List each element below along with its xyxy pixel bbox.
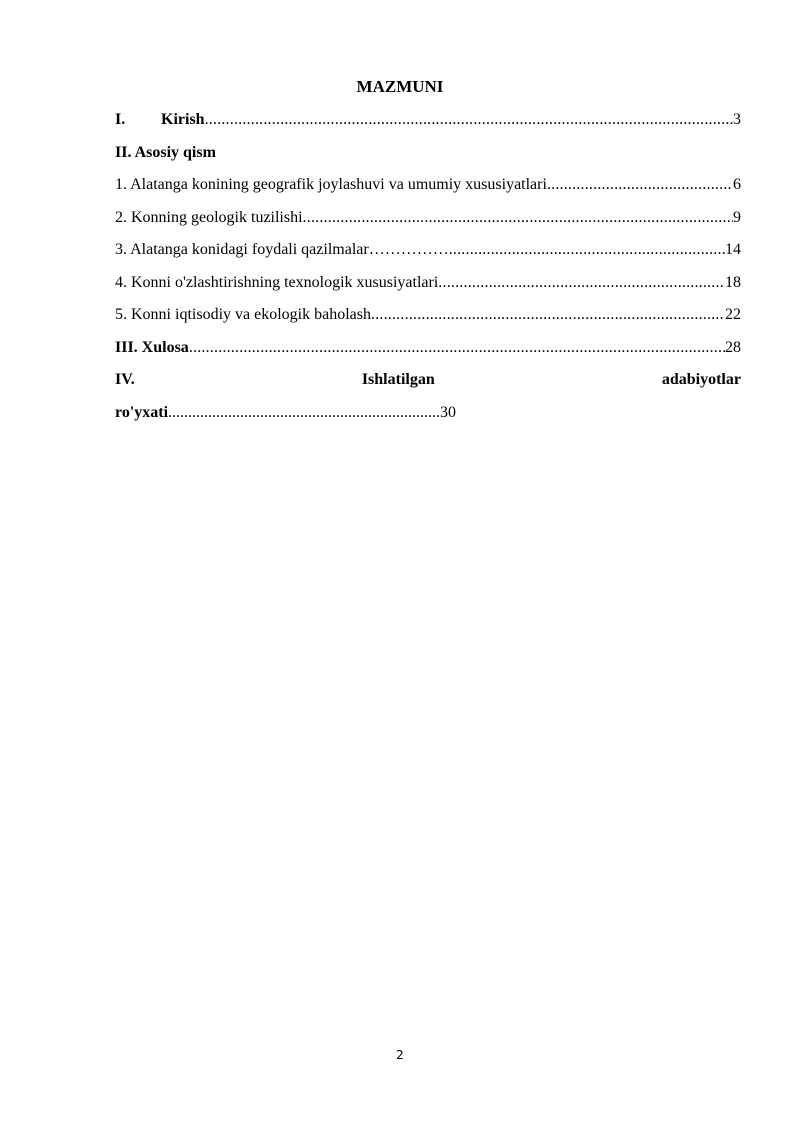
toc-entry-page: 28	[725, 338, 741, 356]
toc-entry-number: I.	[115, 111, 126, 128]
toc-leader-dots: ....................................................................	[168, 403, 441, 421]
toc-entry-label: 3. Alatanga konidagi foydali qazilmalar	[115, 241, 369, 258]
toc-entry-label: 5. Konni iqtisodiy va ekologik baholash	[115, 306, 371, 323]
toc-leader-dots	[449, 238, 725, 262]
toc-entry-references-line1[interactable]	[115, 368, 741, 401]
toc-entry-label: Kirish	[161, 111, 205, 128]
toc-entry-geography[interactable]	[115, 173, 741, 206]
toc-entry-page: 18	[725, 273, 741, 291]
toc-entry-technology[interactable]	[115, 271, 741, 304]
toc-entry-page: 3	[733, 111, 741, 128]
toc-entry-page: 14	[725, 241, 741, 258]
toc-entry-conclusion[interactable]	[115, 336, 741, 369]
toc-entry-label: 1. Alatanga konining geografik joylashuvi va umumiy xususiyatlari	[115, 176, 547, 193]
toc-entry-minerals[interactable]	[115, 238, 741, 271]
toc-leader-dots	[205, 108, 733, 132]
toc-entry-label: 2. Konning geologik tuzilishi	[115, 208, 303, 226]
toc-leader-dots	[438, 271, 725, 295]
toc-entry-ellipsis-leader: ……………	[368, 241, 449, 258]
toc-entry-label: II. Asosiy qism	[115, 143, 216, 161]
toc-leader-dots	[303, 206, 733, 230]
toc-entry-geology[interactable]	[115, 206, 741, 239]
toc-leader-dots	[371, 303, 725, 327]
toc-section-heading-main[interactable]	[115, 141, 741, 174]
page-number: 2	[396, 1048, 404, 1062]
toc-entry-label-continued: ro'yxati	[115, 403, 169, 421]
toc-entry-page: 6	[733, 176, 741, 193]
toc-leader-dots	[189, 336, 725, 360]
toc-entry-references-line2[interactable]	[115, 401, 741, 434]
toc-entry-label: 4. Konni o'zlashtirishning texnologik xususiyatlari	[115, 273, 439, 291]
toc-entry-number: IV.	[115, 371, 135, 388]
toc-entry-evaluation[interactable]	[115, 303, 741, 336]
page-title: MAZMUNI	[356, 77, 444, 96]
toc-entry-page: 22	[725, 306, 741, 323]
toc-entry-label: III. Xulosa	[115, 338, 189, 356]
toc-leader-dots	[547, 173, 733, 197]
toc-entry-page: 30	[440, 403, 457, 421]
toc-entry-introduction[interactable]	[115, 108, 741, 141]
toc-entry-label-continued: adabiyotlar	[661, 371, 741, 388]
table-of-contents	[115, 108, 741, 433]
toc-entry-label: Ishlatilgan	[361, 371, 435, 388]
toc-entry-page: 9	[733, 208, 741, 226]
